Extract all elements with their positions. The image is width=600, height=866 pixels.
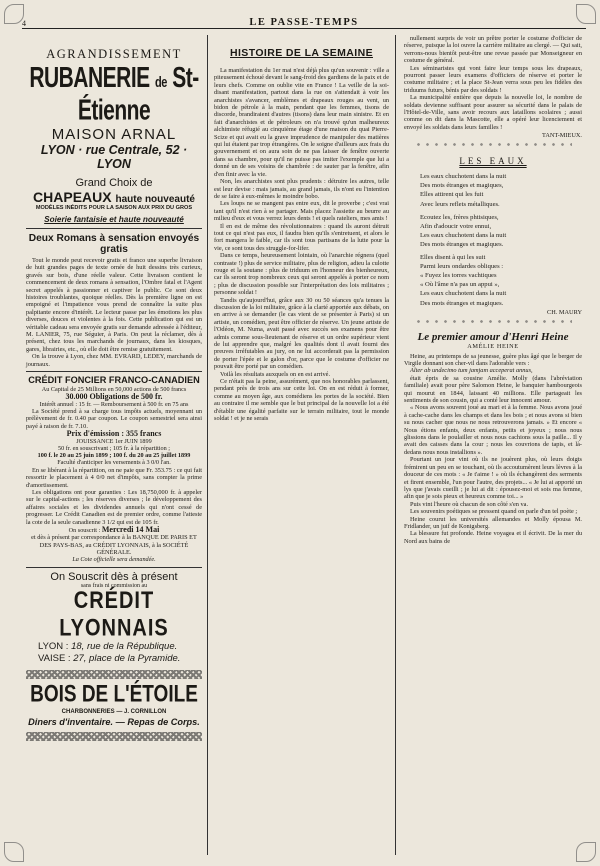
- signature: TANT-MIEUX.: [541, 132, 582, 140]
- credit-foncier-title: CRÉDIT FONCIER FRANCO-CANADIEN: [28, 375, 200, 386]
- cfc-jouissance: JOUISSANCE 1er JUIN 1899: [76, 437, 152, 445]
- cfc-cote: La Cote officielle sera demandée.: [72, 556, 156, 564]
- histoire-continued: Les séminaristes qui vont faire leur temps sous les drapeaux, pourront passer leurs examens d'officiers de réserve et porter le costume militaire ; et la place St-Jean verra sous peu les fidèles des triduums futurs, bénis par des soldats !: [404, 64, 582, 94]
- corner-ornament-icon: [4, 842, 24, 862]
- cfc-impots: La Société prend à sa charge tous impôts actuels, moyennant un prélèvement de fr. 0.40 par coupon. Le coupon semestriel sera ainsi payé à raison de fr. 7.10.: [26, 407, 202, 430]
- cfc-versement-1: 50 fr. en souscrivant ; 105 fr. à la répartition ;: [57, 444, 171, 452]
- heine-paragraph: était épris de sa cousine Amélie. Molly (dans l'abréviation familiale) avait pour père Salomon Heine, le banquier hambourgeois qui mourut en 1844, laissant 40 millions. Elle partageait les sentiments de son cousin, qui a conté leur innocent amour.: [404, 374, 582, 405]
- poem-line: Avec leurs reflets métalliques.: [420, 200, 500, 208]
- histoire-paragraph: Il en est de même des révolutionnaires : quand ils auront détruit tout ce qui n'est pas eux, il faudra bien qu'ils s'entretuent, et alors le fort mangera le faible, car ils sont tous partisans de la lutte pour la vie, ce sont tous des struggle-for-lifer.: [214, 222, 389, 252]
- column-1: [22, 35, 208, 855]
- bois-diners: Diners d'inventaire. — Repas de Corps.: [28, 716, 200, 727]
- ad-rubanerie: [26, 47, 202, 229]
- heine-paragraph: Heine courut les universités allemandes et Molly épousa M. Fridlander, un juif de Konigsberg.: [404, 515, 582, 530]
- ad-soierie: Soierie fantaisie et haute nouveauté: [44, 215, 184, 224]
- journal-title: LE PASSE-TEMPS: [249, 17, 359, 28]
- cfc-liberant: En se libérant à la répartition, on ne paie que Fr. 353.75 : ce qui fait ressortir le placement à 4 0/0 net d'impôts, sans compter la prime d'amortissement.: [26, 466, 202, 489]
- histoire-continued: La municipalité entière que depuis la nouvelle loi, le nombre de soldats devienne suffisant pour assurer sa sécurité dans le palais de l'Hôtel-de-Ville, sans avoir recours aux lataillons scolaires ; aussi comme on dit dans la Mascotte, elle a opéré leur licenciement et envoyé les soldats dans leurs familles !: [404, 94, 582, 131]
- divider-checker: [26, 670, 202, 679]
- ad-maison: MAISON ARNAL: [51, 126, 177, 143]
- cl-address-vaise: VAISE : 27, place de la Pyramide.: [38, 652, 181, 664]
- poem-line: Afin d'adoucir votre ennui,: [420, 222, 492, 230]
- cl-address-lyon: LYON : 18, rue de la République.: [38, 640, 178, 652]
- signature: CH. MAURY: [547, 308, 582, 316]
- cfc-prix-emission: Prix d'émission : 355 francs: [66, 429, 162, 439]
- poem-line: Des mots étranges et magiques.: [420, 240, 504, 248]
- heine-paragraph: Pourtant un jour vint où ils ne jouèrent plus, où leurs doigts frémirent un peu en se touchant, où ils accoutumèrent leurs lèvres à la douceur de ces mots : « Je t'aime ! » où ils échangèrent des serments et firent ensemble, l'un pour l'autre, des projets... « Je lui ai apporté un lys que j'avais cueilli ; je lui ai dit : épousez-moi et sois ma femme, afin que je sois pieux et heureux comme toi... »: [404, 456, 582, 501]
- cfc-capital: Au Capital de 25 Millions en 50,000 actions de 500 francs: [41, 386, 187, 394]
- histoire-paragraph: Tandis qu'aujourd'hui, grâce aux 30 ou 50 séances qu'a tenues la discussion de la loi militaire, grâce à la clarté apportée aux débats, on en arrive à se demander (le cas vient de se présenter à Paris) si un artiste, un comédien, peut être officier de réserve. Un jeune artiste de l'Odéon, M. Numa, avait passé avec succès ses examens pour être admis comme sous-lieutenant de réserve et un ordre supérieur vient de lui apprendre que, malgré les qualités dont il avait fourni des preuves irréfutables au jury, on ne lui accorderait pas la permission de porter l'épée et le galon d'or, parce que le costume d'officier ne pouvait être porté par un comédien.: [214, 296, 389, 371]
- deux-romans-text-2: On la trouve à Lyon, chez MM. EVRARD, LEDEY, marchands de journaux.: [26, 353, 202, 368]
- histoire-continued: nullement surpris de voir un prêtre porter le costume d'officier de réserve, puisque la loi ouvre la carrière militaire au clergé. — Qui sait, verrons-nous bientôt peut-être une revue passée par Monseigneur en costume de général.: [404, 35, 582, 65]
- credit-lyonnais-title: CRÉDIT LYONNAIS: [59, 587, 169, 642]
- deux-romans-text: Tout le monde peut recevoir gratis et franco une superbe livraison de huit grandes pages de texte ornée de huit dessins très curieux, gravés sur bois, d'une réelle valeur. Cette livraison contient le commencement de deux romans à sensation, l'Ombre fatal et l'Agent secret appelés à passionner et captiver le public. Ce sont deux histoires troublantes, quoique réelles. Dès la première ligne on est empoigné et l'impatience vous prend de connaître la suite plus palpitante encore d'intérêt. Le lecteur passe par les émotions les plus diverses, douces et violentes à la fois. Cette publication qui est un véritable cadeau sera envoyée gratis sur demande adressée à l'éditeur, M. LANIER, 75, rue Séguier, à Paris. On peut la réclamer, dès à présent, chez tous les marchands de journaux, dans les kiosques, gares, librairies, etc., où elle doit être remise gratuitement.: [26, 257, 202, 353]
- page-header: [22, 10, 586, 29]
- poem-line: Ecoutez les, frères phtisiques,: [420, 213, 499, 221]
- premier-amour-author: AMÉLIE HEINE: [467, 342, 519, 350]
- corner-ornament-icon: [576, 4, 596, 24]
- ad-chapeaux: CHAPEAUX haute nouveauté: [33, 189, 195, 205]
- heine-paragraph: Puis vint l'heure où chacun de son côté s'en va.: [410, 500, 529, 508]
- cl-sans-frais: sans frais ni commission au: [80, 582, 148, 589]
- columns: [22, 35, 586, 855]
- premier-amour-title: Le premier amour d'Henri Heine: [417, 330, 569, 343]
- heine-paragraph: Heine, au printemps de sa jeunesse, guère plus âgé que le berger de Virgile donnant son cher-vil dans l'adorable vers :: [404, 352, 582, 367]
- poem-line: Des mots étranges et magiques.: [420, 299, 504, 307]
- poem-title: LES EAUX: [459, 156, 527, 167]
- cfc-faculte: Faculté d'anticiper les versements à 3 0/0 l'an.: [57, 459, 171, 467]
- heine-paragraph: Les souvenirs poétiques se pressent quand on parle d'un tel poète ;: [410, 508, 578, 516]
- poem: [404, 172, 582, 307]
- heine-quote: Alter ab undecimo tum jamjam acceperat annus,: [410, 367, 533, 375]
- cfc-banques: et dès à présent par correspondance à la BANQUE DE PARIS ET DES PAYS-BAS, au CRÉDIT LYONNAIS, à la SOCIÉTÉ GÉNÉRALE.: [31, 534, 197, 557]
- ad-title: RUBANERIE de St-Étienne: [29, 62, 199, 127]
- cfc-interet: Intérêt annuel : 15 fr. — Remboursement à 500 fr. en 75 ans: [39, 400, 189, 408]
- histoire-paragraph: Les loups ne se mangent pas entre eux, dit le proverbe ; c'est vrai tant qu'il n'est rien à se partager. Mais placez l'assiette au beurre au milieu d'eux et vous verrez leurs dents ! et quels rateliers, mes amis !: [214, 200, 389, 223]
- poem-line: Les eaux chuchotent dans la nuit: [420, 173, 507, 181]
- poem-line: Les eaux chuchotent dans la nuit: [420, 290, 507, 298]
- cfc-garanties: Les obligations ont pour garanties : Les 18,750,000 fr. à appeler sur le capital-actions ; les réserves diverses ; le développement des affaires sociales et les dividendes annuels qui n'ont cessé de progresser. Le Crédit Canadien est de premier ordre, comme l'atteste la cote de la seule canadienne 3 1/2 qui est de 105 fr.: [26, 488, 202, 526]
- cl-souscrit: On Souscrit dès à présent: [50, 570, 178, 583]
- poem-line: Les eaux chuchotent dans la nuit: [420, 231, 507, 239]
- divider-checker: [26, 732, 202, 741]
- bois-charbonneries: CHARBONNERIES — J. CORNILLON: [61, 708, 167, 715]
- corner-ornament-icon: [576, 842, 596, 862]
- ad-address: LYON · rue Centrale, 52 · LYON: [40, 143, 188, 171]
- ad-heading: AGRANDISSEMENT: [46, 47, 182, 61]
- page-number: 4: [22, 19, 27, 28]
- poem-line: Elles attirent qui les fuit: [420, 191, 484, 199]
- poem-line: « Fuyez les torres vachtiques: [420, 272, 497, 280]
- histoire-paragraph: La manifestation du 1er mai n'est déjà plus qu'un souvenir : ville a piteusement échoué devant le sang-froid des gardiens de la paix et de leurs chefs. Comme on oublie vite en France ! La veille de la soi-disant manifestation, partout dans la rue on s'attendait à voir les anarchistes s'avancer, emblèmes et drapeaux rouges au vent, un bidon de pétrole à la main, pendant que les femmes, tisons de discorde, brandiraient d'autres (tisons) dans leur main sinistre. Et en fait d'anarchistes et de pétroleurs on n'a trouvé qu'un malheureux alchimiste réfugié au cinquième étage d'une maison du quai Pierre-Scize et qui avait eu la grave imprudence de manipuler des matières qui lui étaient par trop étrangères. On le soigne d'ailleurs aux frais du gouvernement et on aura soin de ne pas laisser de fenêtre ouverte dans sa chambre, pour qu'il ne puisse pas imiter l'exemple que lui a donné un de ses voisins de chambrée : de sauter par la fenêtre, afin d'en finir avec la vie.: [214, 67, 389, 178]
- histoire-paragraph: Ce n'était pas la peine, assurément, que nos honorables parlassent, pendant près de trois ans sur cette loi. On en est réduit à former, comme au moyen âge, aux comédiens les portes de la société. Bien au contraire il me semble que le but principal de la nouvelle loi a été d'établir une égalité parfaite sur le terrain militaire, tout le monde soldat ! et je ne serais: [214, 378, 389, 423]
- bois-etoile-title: BOIS DE L'ÉTOILE: [30, 681, 198, 708]
- cfc-obligations: 30.000 Obligations de 500 fr.: [65, 392, 163, 402]
- histoire-title: HISTOIRE DE LA SEMAINE: [230, 47, 373, 59]
- column-3: [396, 35, 586, 855]
- cfc-versement-2: 100 f. le 20 au 25 juin 1899 ; 100 f. du 20 au 25 juillet 1899: [37, 452, 191, 460]
- corner-ornament-icon: [4, 4, 24, 24]
- cfc-souscrit: On souscrit : Mercredi 14 Mai: [68, 524, 160, 534]
- histoire-paragraph: Dans ce temps, heureusement lointain, où l'anarchie régnera (quel contraste !) plus de service militaire, plus de religion, adieu la culotte rouge et la soutane : plus de triduum en l'honneur des bienheureux, car ils seront trop nombreux ceux qui seront appelés à porter ce nom ; plus de discussion possible sur l'interprétation des lois militaires ; personne soldat !: [214, 252, 389, 297]
- poem-line: Des mots étranges et magiques,: [420, 182, 504, 190]
- poem-line: « Où l'âme n'a pas un appui »,: [420, 281, 500, 289]
- divider-ornament-icon: [414, 318, 572, 325]
- ad-grand-choix: Grand Choix de: [75, 177, 153, 189]
- column-2: [208, 35, 396, 855]
- poem-line: Parmi leurs ondardes obliques :: [420, 263, 504, 271]
- poem-line: Elles disent à qui les suit: [420, 254, 486, 262]
- histoire-paragraph: Non, les anarchistes sont plus prudents : détruire les autres, telle est leur devise : mais jamais, au grand jamais, ils n'ont eu l'intention de se faire à eux-mêmes le moindre bobo.: [214, 178, 389, 200]
- histoire-paragraph: Voilà les résultats auxquels on en est arrivé.: [220, 370, 331, 378]
- divider-ornament-icon: [414, 141, 572, 148]
- heine-paragraph: La blessure fut profonde. Heine voyagea et il écrivit. De la mer du Nord aux bains de: [404, 530, 582, 545]
- deux-romans-title: Deux Romans à sensation envoyés gratis: [28, 233, 200, 255]
- ad-modeles: MODÈLES INÉDITS POUR LA SAISON AUX PRIX DU GROS: [35, 205, 193, 211]
- heine-paragraph: « Nous avons souvent joué au mari et à la femme. Nous avons joué à cache-cache dans les champs et dans les bois ; et nous avons si bien su nous cacher que nous ne nous retrouverons jamais. » Et encore « Nous étions enfants, deux enfants, petits et joyeux ; nous nous glissions dans le poulailler et nous nous cachions sous la paille... Il y avait des caisses dans la cour ; nous les couvrions de tapis, et là-dedans nous nous installions ».: [404, 404, 582, 456]
